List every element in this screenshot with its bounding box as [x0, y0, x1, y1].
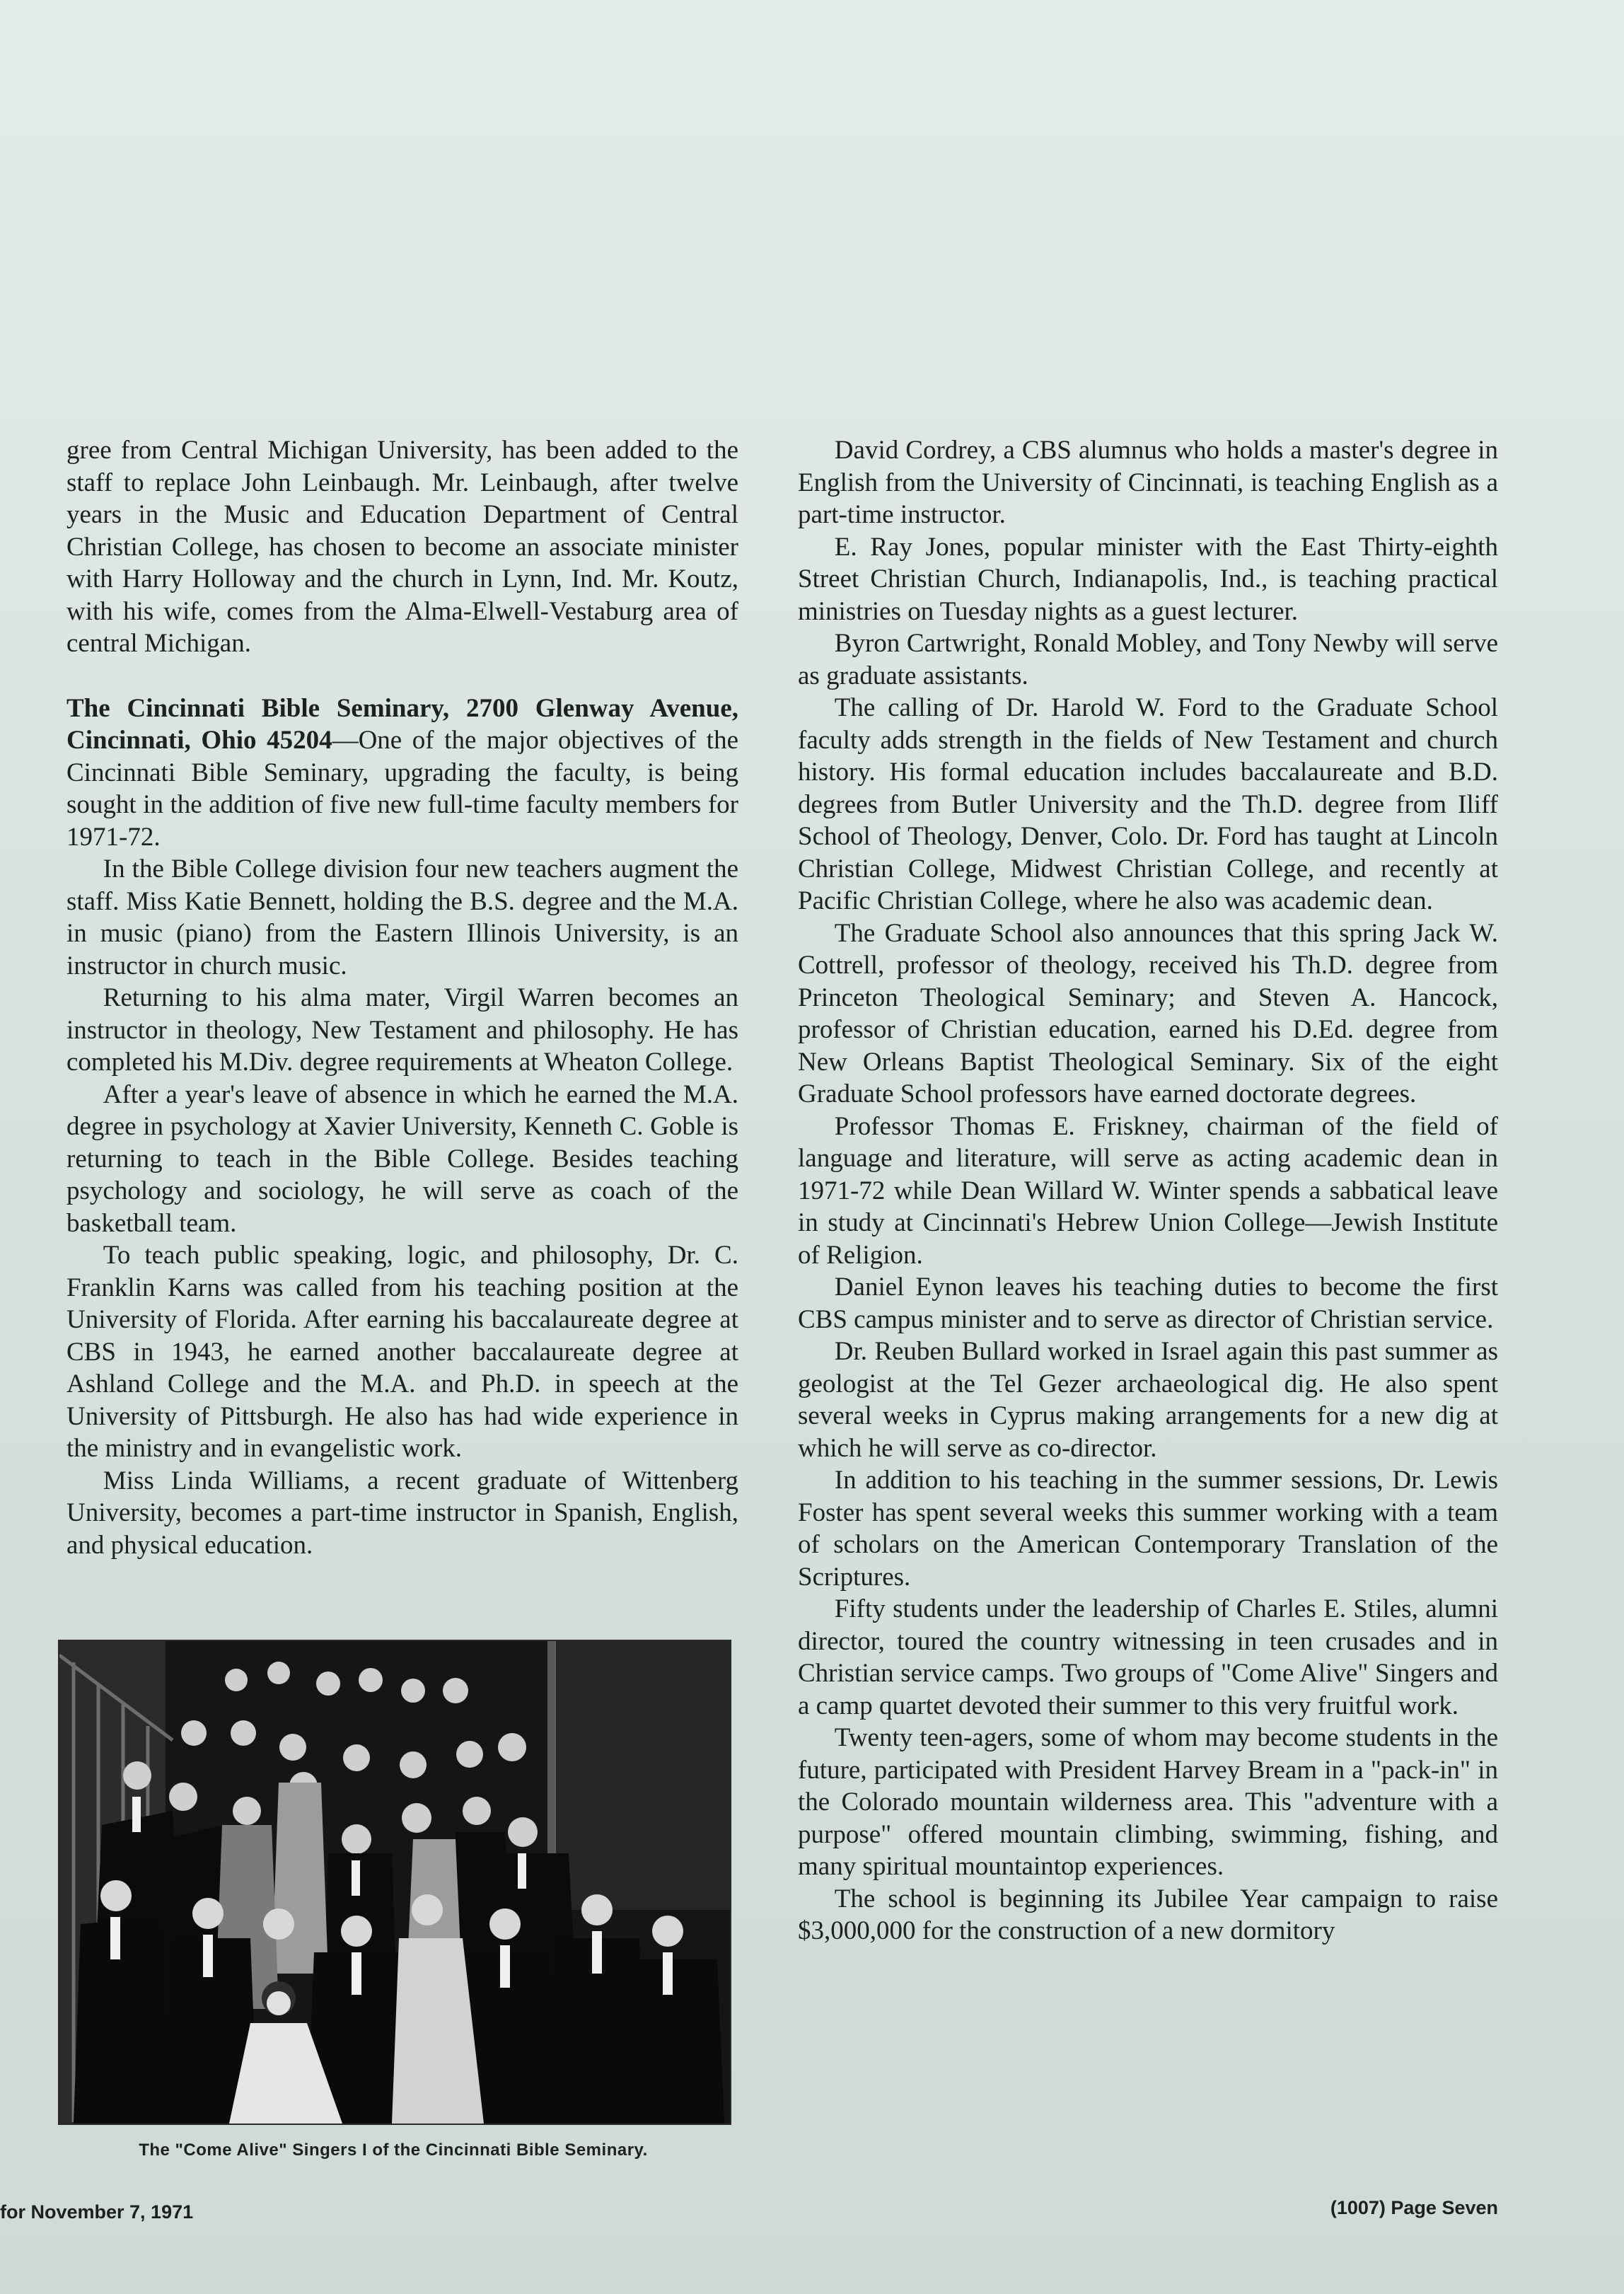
right-column — [798, 434, 1498, 1947]
article-paragraph: Professor Thomas E. Friskney, chairman of the field of language and literature, will serve as acting academic dean in 1971-72 while Dean Willard W. Winter spends a sabbatical leave in study at Cincinnati's Hebrew Union College—Jewish Institute of Religion. — [798, 1111, 1498, 1270]
left-column — [66, 434, 738, 1561]
article-paragraph: Fifty students under the leadership of Charles E. Stiles, alumni director, toured the country witnessing in teen crusades and in Christian service camps. Two groups of "Come Alive" Singers and a camp quartet devoted their summer to this very fruitful work. — [798, 1594, 1498, 1720]
group-photo — [58, 1640, 731, 2125]
footer-page-number: (1007) Page Seven — [1330, 2197, 1498, 2218]
seminary-paragraph — [66, 693, 738, 854]
article-paragraph: Daniel Eynon leaves his teaching duties to become the first CBS campus minister and to serve as director of Christian service. — [798, 1273, 1498, 1334]
article-paragraph: The calling of Dr. Harold W. Ford to the Graduate School faculty adds strength in the fields of New Testament and church history. His formal education includes baccalaureate and B.D. degrees from Butler University and the Th.D. degree from Iliff School of Theology, Denver, Colo. Dr. Ford has taught at Lincoln Christian College, Midwest Christian College, and recently at Pacific Christian College, where he also was academic dean. — [798, 693, 1498, 915]
article-paragraph: The Graduate School also announces that this spring Jack W. Cottrell, professor of theology, received his Th.D. degree from Princeton Theological Seminary; and Steven A. Hancock, professor of Christian education, earned his D.Ed. degree from New Orleans Baptist Theological Seminary. Six of the eight Graduate School professors have earned doctorate degrees. — [798, 918, 1498, 1108]
article-paragraph: David Cordrey, a CBS alumnus who holds a master's degree in English from the University of Cincinnati, is teaching English as a part-time instructor. — [798, 436, 1498, 529]
article-paragraph: After a year's leave of absence in which he earned the M.A. degree in psychology at Xavier University, Kenneth C. Goble is returning to teach in the Bible College. Besides teaching psychology and sociology, he will serve as coach of the basketball team. — [66, 1079, 738, 1238]
group-photo-illustration — [59, 1641, 730, 2124]
intro-paragraph: gree from Central Michigan University, has been added to the staff to replace John Leinbaugh. Mr. Leinbaugh, after twelve years in the Music and Education Department of Central Christian College, has chosen to become an associate minister with Harry Holloway and the church in Lynn, Ind. Mr. Koutz, with his wife, comes from the Alma-Elwell-Vestaburg area of central Michigan. — [66, 436, 738, 658]
photo-caption: The "Come Alive" Singers I of the Cincinnati Bible Seminary. — [139, 2141, 648, 2160]
article-paragraph: To teach public speaking, logic, and philosophy, Dr. C. Franklin Karns was called from his teaching position at the University of Florida. After earning his baccalaureate degree at CBS in 1943, he earned another baccalaureate degree at Ashland College and the M.A. and Ph.D. in speech at the University of Pittsburgh. He also has had wide experience in the ministry and in evangelistic work. — [66, 1241, 738, 1463]
footer-date: for November 7, 1971 — [0, 2201, 194, 2223]
seminary-heading-text: —One of the major objectives of the Cincinnati Bible Seminary, upgrading the faculty, is being sought in the addition of five new full-time faculty members for 1971-72. — [66, 726, 738, 852]
article-paragraph: Miss Linda Williams, a recent graduate of Wittenberg University, becomes a part-time instructor in Spanish, English, and physical education. — [66, 1466, 738, 1560]
article-paragraph: E. Ray Jones, popular minister with the East Thirty-eighth Street Christian Church, Indianapolis, Ind., is teaching practical ministries on Tuesday nights as a guest lecturer. — [798, 532, 1498, 626]
article-paragraph: Returning to his alma mater, Virgil Warren becomes an instructor in theology, New Testament and philosophy. He has completed his M.Div. degree requirements at Wheaton College. — [66, 983, 738, 1077]
article-paragraph: Dr. Reuben Bullard worked in Israel again this past summer as geologist at the Tel Gezer archaeological dig. He also spent several weeks in Cyprus making arrangements for a new dig at which he will serve as co-director. — [798, 1337, 1498, 1463]
article-paragraph: In the Bible College division four new teachers augment the staff. Miss Katie Bennett, holding the B.S. degree and the M.A. in music (piano) from the Eastern Illinois University, is an instructor in church music. — [66, 855, 738, 980]
section-gap — [66, 660, 738, 693]
article-paragraph: The school is beginning its Jubilee Year campaign to raise $3,000,000 for the construction of a new dormitory — [798, 1884, 1498, 1945]
seminary-heading: The Cincinnati Bible Seminary, 2700 Glenway Avenue, Cincinnati, Ohio 45204 — [66, 693, 738, 755]
article-paragraph: Byron Cartwright, Ronald Mobley, and Tony Newby will serve as graduate assistants. — [798, 629, 1498, 690]
article-paragraph: In addition to his teaching in the summer sessions, Dr. Lewis Foster has spent several weeks this summer working with a team of scholars on the American Contemporary Translation of the Scriptures. — [798, 1466, 1498, 1592]
article-paragraph: Twenty teen-agers, some of whom may become students in the future, participated with President Harvey Bream in a "pack-in" in the Colorado mountain wilderness area. This "adventure with a purpose" offered mountain climbing, swimming, fishing, and many spiritual mountaintop experiences. — [798, 1723, 1498, 1881]
